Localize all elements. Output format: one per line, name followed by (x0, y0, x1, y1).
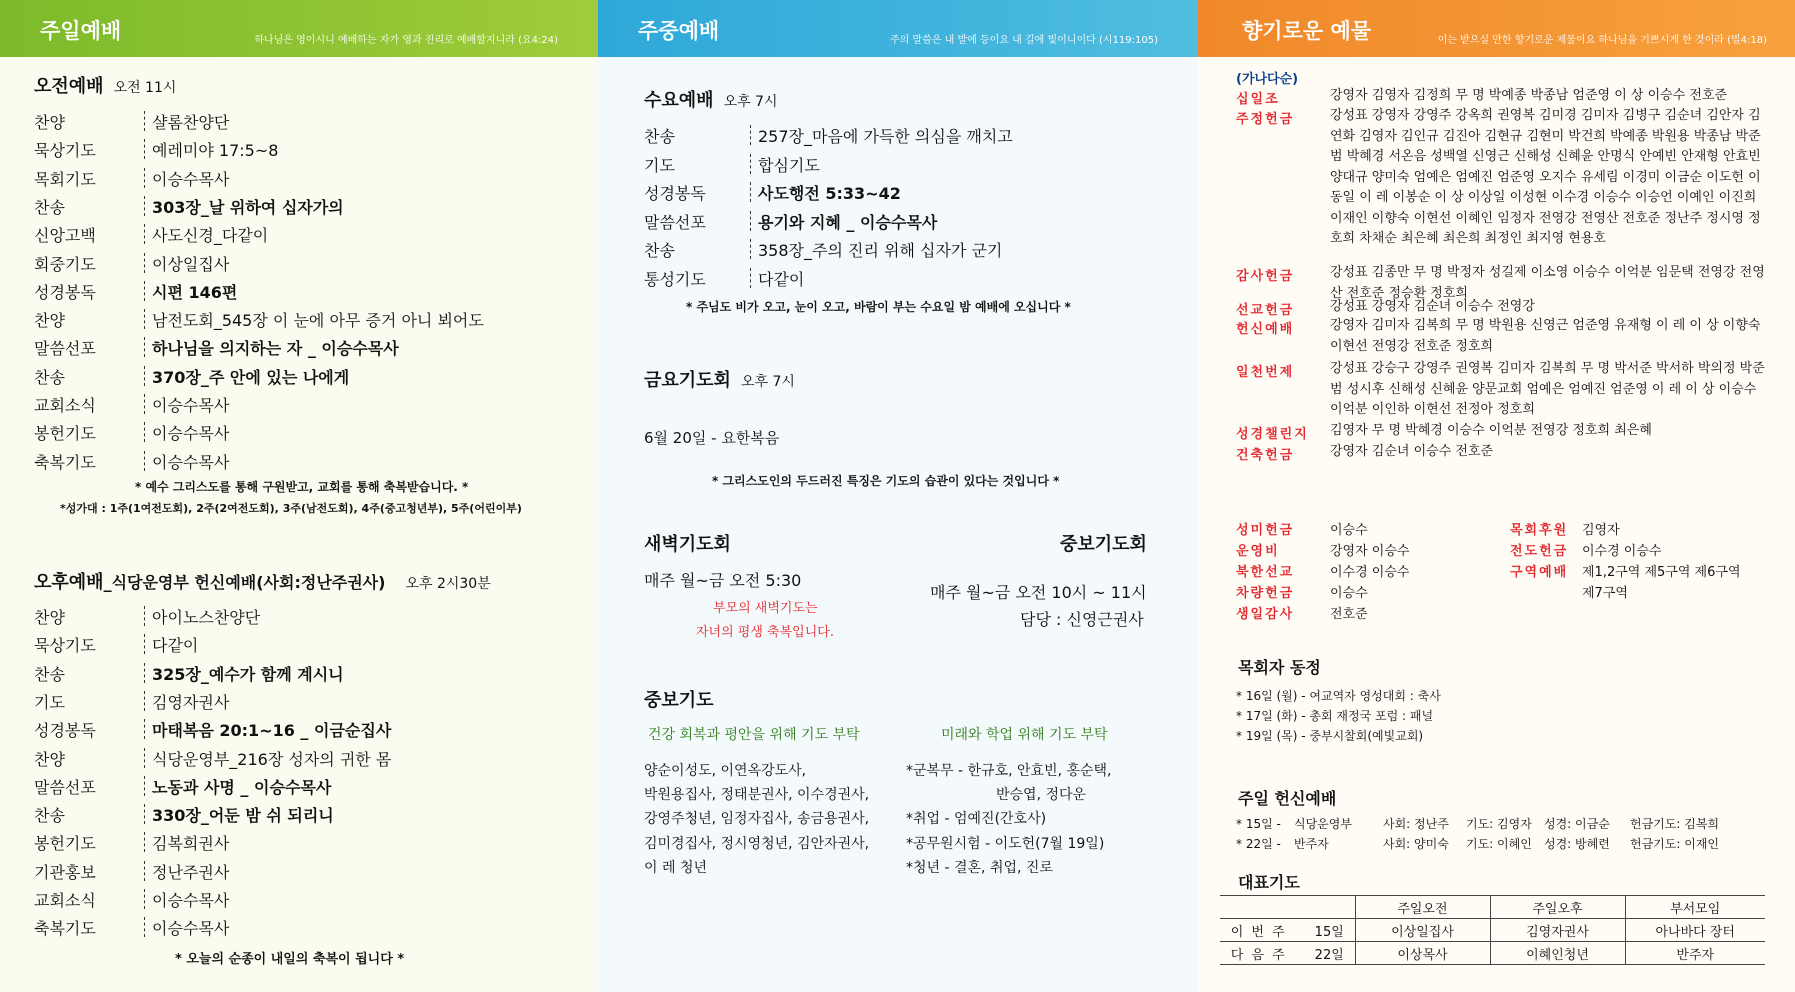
sunday-header (0, 0, 598, 57)
service-row-divider (144, 776, 146, 796)
offering2-label: 목회후원 (1510, 523, 1569, 538)
dedication-cell: 기도: 이혜인 (1466, 837, 1532, 851)
list-line: *공무원시험 - 이도헌(7월 19일) (906, 835, 1105, 852)
prayer-title: 중보기도 (644, 690, 714, 711)
service-row (34, 831, 230, 854)
dedication-cell: 식당운영부 (1294, 817, 1352, 831)
weekday-header (598, 0, 1198, 57)
service-row-divider (144, 889, 146, 909)
service-row-label: 성경봉독 (34, 721, 96, 741)
offering-label: 일천번제 (1236, 365, 1295, 380)
dedication-cell: 사회: 정난주 (1383, 817, 1449, 831)
service-row-value: 사도행전 5:33~42 (758, 184, 901, 203)
rep-week-cell (1220, 942, 1355, 965)
offering-names: 강성표 강영자 김순녀 이승수 전영강 (1330, 299, 1535, 314)
service-row-label: 말씀선포 (34, 777, 96, 797)
rep-row (1220, 919, 1765, 942)
service-row-value: 정난주권사 (152, 862, 230, 882)
am-note: * 예수 그리스도를 통해 구원받고, 교회를 통해 축복받습니다. * (135, 480, 469, 494)
service-row-divider (144, 917, 146, 937)
service-row (34, 280, 238, 303)
service-row-divider (144, 337, 146, 357)
service-row-divider (144, 606, 146, 626)
wed-title: 수요예배 (644, 90, 714, 111)
service-row (34, 421, 230, 444)
service-row-label: 찬송 (34, 367, 65, 387)
offering2-label: 구역예배 (1510, 565, 1569, 580)
pm-service-subtitle: _식당운영부 헌신예배(사회:정난주권사) (103, 573, 386, 592)
dedication-cell: 반주자 (1294, 837, 1329, 851)
service-row-label: 찬송 (34, 806, 65, 826)
list-line: *군복무 - 한규호, 안효빈, 홍순택, (906, 763, 1112, 779)
service-row-value: 257장_마음에 가득한 의심을 깨치고 (758, 127, 1013, 146)
service-row-label: 기관홍보 (34, 862, 96, 882)
service-row-divider (144, 422, 146, 442)
pm-service-title: 오후예배 (34, 572, 104, 593)
offering2-label: 운영비 (1236, 544, 1280, 559)
service-row (34, 308, 484, 331)
service-row-divider (144, 832, 146, 852)
service-row (34, 365, 350, 388)
am-service-title: 오전예배 (34, 76, 104, 97)
offering-label: 건축헌금 (1236, 448, 1295, 463)
service-row-label: 말씀선포 (34, 339, 96, 359)
offering-names: 강영자 김영자 김정희 무 명 박예종 박종남 엄준영 이 상 이승수 전호준 (1330, 88, 1728, 103)
service-row-divider (144, 634, 146, 654)
offering2-label: 북한선교 (1236, 565, 1295, 580)
rep-week-date: 22일 (1314, 947, 1344, 963)
service-row-value: 303장_날 위하여 십자가의 (152, 197, 344, 217)
list-line: * 19일 (목) - 중부시찰회(예빛교회) (1236, 729, 1424, 743)
service-row-label: 묵상기도 (34, 141, 96, 161)
service-row-divider (144, 253, 146, 273)
fri-note: * 그리스도인의 두드러진 특징은 기도의 습관이 있다는 것입니다 * (712, 474, 1060, 488)
service-row-divider (144, 224, 146, 244)
service-row-value: 다같이 (152, 636, 199, 656)
service-row (34, 336, 399, 359)
service-row-divider (144, 804, 146, 824)
rep-week-label: 다 음 주 (1230, 947, 1287, 963)
offerings-column (1198, 0, 1795, 992)
wed-note: * 주님도 비가 오고, 눈이 오고, 바람이 부는 수요일 밤 예배에 오십니다 * (686, 300, 1071, 314)
service-row-value: 용기와 지혜 _ 이승수목사 (758, 212, 938, 232)
offerings-header (1198, 0, 1795, 57)
service-row (644, 238, 1003, 261)
service-row-value: 시편 146편 (152, 282, 238, 302)
list-line: 강영주청년, 임정자집사, 송금용권사, (644, 811, 870, 828)
service-row (34, 775, 332, 798)
pm-note: * 오늘의 순종이 내일의 축복이 됩니다 * (175, 952, 405, 967)
offering-label: 주정헌금 (1236, 112, 1295, 127)
dawn-time: 매주 월~금 오전 5:30 (644, 571, 802, 590)
service-row-value: 김영자권사 (152, 692, 230, 712)
rep-row (1220, 942, 1765, 965)
service-row (34, 167, 230, 190)
service-row-divider (144, 366, 146, 386)
service-row-divider (144, 309, 146, 329)
service-row (34, 888, 230, 911)
service-row-label: 성경봉독 (644, 184, 706, 203)
service-row-label: 기도 (644, 155, 675, 175)
list-line: 양순이성도, 이연옥강도사, (644, 763, 807, 779)
list-line: *청년 - 결혼, 취업, 진로 (906, 859, 1053, 876)
service-row-value: 358장_주의 진리 위해 십자가 군기 (758, 241, 1003, 260)
service-row-divider (750, 211, 752, 231)
offering-label: 십일조 (1236, 92, 1280, 107)
service-row-value: 노동과 사명 _ 이승수목사 (152, 777, 332, 797)
rep-cell: 반주자 (1625, 942, 1765, 965)
dedication-cell: 기도: 김영자 (1466, 817, 1532, 831)
service-row (34, 690, 230, 713)
service-row-value: 325장_예수가 함께 계시니 (152, 664, 344, 684)
service-row-label: 봉헌기도 (34, 834, 96, 854)
service-row (644, 153, 820, 176)
list-line: *취업 - 엄예진(간호사) (906, 811, 1047, 828)
service-row (34, 393, 230, 416)
service-row (34, 803, 334, 826)
list-line: 반승엽, 정다운 (996, 787, 1087, 804)
service-row-value: 샬롬찬양단 (152, 113, 230, 132)
service-row-label: 신앙고백 (34, 226, 96, 246)
offering2-label: 전도헌금 (1510, 544, 1569, 559)
prayer-left-head: 건강 회복과 평안을 위해 기도 부탁 (648, 727, 860, 743)
service-row-label: 목회기도 (34, 169, 96, 189)
wed-time: 오후 7시 (723, 94, 778, 110)
dawn-red-1: 부모의 새벽기도는 (713, 601, 818, 616)
dedication-cell: 성경: 방혜련 (1544, 837, 1610, 851)
rep-cell: 김영자권사 (1490, 919, 1625, 942)
pm-service-time: 오후 2시30분 (405, 576, 491, 592)
service-row-label: 축복기도 (34, 919, 96, 939)
choir-note: *성가대 : 1주(1여전도회), 2주(2여전도회), 3주(남전도회), 4주(중고청년부), 5주(어린이부) (60, 502, 522, 515)
offering2-names: 이승수 (1330, 586, 1368, 601)
service-row (644, 267, 805, 290)
service-row-divider (144, 111, 146, 131)
service-row-label: 찬양 (34, 311, 65, 331)
service-row-value: 이승수목사 (152, 452, 230, 472)
service-row-value: 사도신경_다같이 (152, 226, 269, 246)
dedication-cell: * 15일 - (1236, 817, 1281, 831)
service-row-label: 묵상기도 (34, 636, 96, 656)
service-row-label: 축복기도 (34, 452, 96, 472)
service-row-divider (144, 281, 146, 301)
service-row-value: 예레미야 17:5~8 (152, 141, 279, 161)
offerings-order: (가나다순) (1236, 72, 1299, 87)
service-row-divider (144, 139, 146, 159)
offering2-names: 이수경 이승수 (1582, 544, 1662, 559)
service-row (34, 195, 344, 218)
service-row (34, 860, 230, 883)
service-row-value: 이승수목사 (152, 891, 230, 910)
service-row-divider (144, 451, 146, 471)
list-line: 이 레 청년 (644, 859, 707, 876)
service-row-divider (144, 663, 146, 683)
offering2-names: 이승수 (1330, 523, 1368, 538)
service-row-divider (750, 154, 752, 174)
service-row-label: 찬양 (34, 608, 65, 627)
weekday-verse: 주의 말씀은 내 발에 등이요 내 길에 빛이니이다 (시119:105) (890, 35, 1158, 46)
weekday-title: 주중예배 (638, 19, 720, 43)
service-row-label: 회중기도 (34, 254, 96, 274)
offering-label: 성경챌린지 (1236, 427, 1309, 442)
service-row-label: 교회소식 (34, 891, 96, 910)
service-row-divider (144, 394, 146, 414)
service-row-divider (144, 748, 146, 768)
fri-heading (644, 366, 795, 392)
offering2-label: 차량헌금 (1236, 586, 1295, 601)
offerings-verse: 이는 받으실 만한 향기로운 제물이요 하나님을 기쁘시게 한 것이라 (빌4:18) (1437, 35, 1767, 46)
service-row-divider (144, 691, 146, 711)
sunday-worship-column (0, 0, 598, 992)
service-row-value: 330장_어둔 밤 쉬 되리니 (152, 806, 334, 826)
service-row-value: 이승수목사 (152, 424, 230, 444)
list-line: 박원용집사, 정태분권사, 이수경권사, (644, 787, 870, 804)
service-row-value: 아이노스찬양단 (152, 608, 261, 627)
service-row (34, 110, 230, 133)
am-service-heading (34, 72, 176, 98)
offering-names: 강영자 김미자 김복희 무 명 박원용 신영근 엄준영 유재형 이 레 이 상 이향숙 이현선 전영강 전호준 정호희 (1330, 318, 1761, 354)
inter-title: 중보기도회 (1060, 534, 1147, 555)
service-row-divider (144, 196, 146, 216)
offering2-label: 성미헌금 (1236, 523, 1295, 538)
list-line: * 17일 (화) - 총회 재정국 포럼 : 패널 (1236, 709, 1434, 723)
service-row (34, 450, 230, 473)
rep-cell: 이상목사 (1355, 942, 1490, 965)
fri-time: 오후 7시 (740, 374, 795, 390)
fri-title: 금요기도회 (644, 370, 731, 391)
service-row-divider (750, 239, 752, 259)
offering-names: 강영자 김순녀 이승수 전호준 (1330, 444, 1494, 459)
service-row-label: 찬송 (34, 197, 65, 217)
service-row-divider (750, 125, 752, 145)
rep-cell: 아나바다 장터 (1625, 919, 1765, 942)
service-row-divider (750, 268, 752, 288)
weekday-worship-column (598, 0, 1198, 992)
wed-heading (644, 86, 778, 112)
service-row-label: 찬송 (34, 664, 65, 684)
service-row-label: 찬양 (34, 749, 65, 769)
service-row-divider (144, 861, 146, 881)
sunday-verse: 하나님은 영이시니 예배하는 자가 영과 진리로 예배할지니라 (요4:24) (254, 35, 558, 46)
list-line: * 16일 (월) - 여교역자 영성대회 : 축사 (1236, 689, 1441, 703)
rep-head-cell: 부서모임 (1625, 896, 1765, 919)
service-row-value: 합심기도 (758, 155, 820, 175)
service-row (34, 916, 230, 939)
offering2-names: 김영자 (1582, 523, 1620, 538)
service-row-label: 성경봉독 (34, 282, 96, 302)
offering-names: 강성표 김종만 무 명 박정자 성길제 이소영 이승수 이억분 임문택 전영강 전영산 전호준 정승환 정호희 (1330, 265, 1765, 301)
dedication-cell: 헌금기도: 김복희 (1630, 817, 1720, 831)
inter-lead: 담당 : 신영근권사 (1020, 610, 1144, 629)
service-row-label: 통성기도 (644, 269, 706, 289)
am-service-time: 오전 11시 (113, 80, 177, 96)
service-row-label: 찬송 (644, 241, 675, 260)
rep-table (1220, 895, 1765, 965)
offering2-names: 전호준 (1330, 607, 1368, 622)
prayer-right-head: 미래와 학업 위해 기도 부탁 (941, 727, 1108, 743)
service-row-value: 이승수목사 (152, 919, 230, 939)
dedication-cell: 헌금기도: 이재인 (1630, 837, 1720, 851)
rep-head-cell: 주일오후 (1490, 896, 1625, 919)
offering-names: 강성표 강영자 강영주 강옥희 권영복 김미경 김미자 김병구 김순녀 김안자 김연화 김영자 김인규 김진아 김현규 김현미 박건희 박예종 박원용 박종남 박준범 박혜경 서온음 성백열 신영근 신해성 신혜윤 안명식 안예빈 안재형 안효빈 양대규 양미숙 엄예은 엄예진 엄준영 오지수 유세림 이경미 이금순 이도헌 이동일 이 레 이봉순 이 상 이상일 이성현 이수경 이승수 이승언 이예인 이진희 이재인 이향숙 이현선 이혜인 임정자 전영강 전영산 전호준 정난주 정시영 정호희 차채순 최은혜 최은희 최정인 최지영 현용호 (1330, 108, 1761, 246)
rep-cell: 이혜인청년 (1490, 942, 1625, 965)
offering2-names: 강영자 이승수 (1330, 544, 1410, 559)
fri-line: 6월 20일 - 요한복음 (644, 429, 780, 447)
rep-head-cell (1220, 896, 1355, 919)
offering-label: 선교헌금 (1236, 303, 1295, 318)
offering-label: 헌신예배 (1236, 322, 1295, 337)
offering-names: 강성표 강승구 강영주 권영복 김미자 김복희 무 명 박서준 박서하 박의정 박준범 성시후 신해성 신혜윤 양문교회 엄예은 엄예진 엄준영 이 레 이 상 이승수 이억분 이인하 이현선 전정아 정호희 (1330, 361, 1765, 417)
service-row-label: 봉헌기도 (34, 424, 96, 444)
rep-head-row (1220, 896, 1765, 919)
service-row-value: 이승수목사 (152, 396, 230, 415)
service-row-value: 370장_주 안에 있는 나에게 (152, 367, 350, 387)
dedication-cell: 성경: 이금순 (1544, 817, 1610, 831)
service-row (34, 662, 344, 685)
service-row-value: 식당운영부_216장 성자의 귀한 몸 (152, 749, 392, 769)
service-row-label: 말씀선포 (644, 212, 706, 232)
service-row-value: 남전도회_545장 이 눈에 아무 증거 아니 뵈어도 (152, 311, 484, 331)
offering-names: 김영자 무 명 박혜경 이승수 이억분 전영강 정호희 최은혜 (1330, 423, 1652, 438)
dedication-title: 주일 헌신예배 (1238, 789, 1337, 808)
inter-time: 매주 월~금 오전 10시 ~ 11시 (930, 583, 1147, 602)
rep-table-body (1220, 896, 1765, 965)
dedication-cell: 사회: 양미숙 (1383, 837, 1449, 851)
service-row (34, 138, 279, 161)
rep-title: 대표기도 (1238, 873, 1300, 892)
service-row (644, 124, 1013, 147)
service-row (644, 210, 938, 233)
rep-week-cell (1220, 919, 1355, 942)
service-row-divider (144, 719, 146, 739)
dawn-title: 새벽기도회 (644, 534, 731, 555)
rep-week-date: 15일 (1314, 924, 1344, 940)
offering-label: 감사헌금 (1236, 269, 1295, 284)
service-row (644, 181, 901, 204)
service-row-value: 하나님을 의지하는 자 _ 이승수목사 (152, 339, 399, 359)
service-row-label: 찬양 (34, 113, 65, 132)
offerings-title: 향기로운 예물 (1242, 19, 1372, 43)
service-row-label: 찬송 (644, 127, 675, 146)
rep-cell: 이상일집사 (1355, 919, 1490, 942)
service-row-label: 교회소식 (34, 396, 96, 415)
service-row (34, 605, 261, 628)
service-row-value: 이승수목사 (152, 169, 230, 189)
offering2-names: 제1,2구역 제5구역 제6구역 (1582, 565, 1741, 580)
service-row-label: 기도 (34, 692, 65, 712)
service-row-value: 김복희권사 (152, 834, 230, 854)
service-row-value: 이상일집사 (152, 254, 230, 274)
service-row (34, 252, 230, 275)
rep-head-cell: 주일오전 (1355, 896, 1490, 919)
pm-service-heading (34, 568, 491, 594)
offering2-label: 생일감사 (1236, 607, 1295, 622)
offering2-names: 제7구역 (1582, 586, 1628, 601)
service-row-divider (750, 182, 752, 202)
service-row-value: 다같이 (758, 269, 805, 289)
list-line: 김미경집사, 정시영청년, 김안자권사, (644, 835, 870, 852)
rep-week-label: 이 번 주 (1230, 924, 1287, 940)
service-row-divider (144, 168, 146, 188)
pastor-title: 목회자 동정 (1238, 658, 1321, 677)
dawn-red-2: 자녀의 평생 축복입니다. (696, 625, 834, 640)
service-row (34, 223, 269, 246)
sunday-title: 주일예배 (40, 19, 122, 43)
service-row (34, 747, 392, 770)
service-row (34, 718, 392, 741)
service-row (34, 633, 199, 656)
dedication-cell: * 22일 - (1236, 837, 1281, 851)
offering2-names: 이수경 이승수 (1330, 565, 1410, 580)
service-row-value: 마태복음 20:1~16 _ 이금순집사 (152, 721, 392, 741)
